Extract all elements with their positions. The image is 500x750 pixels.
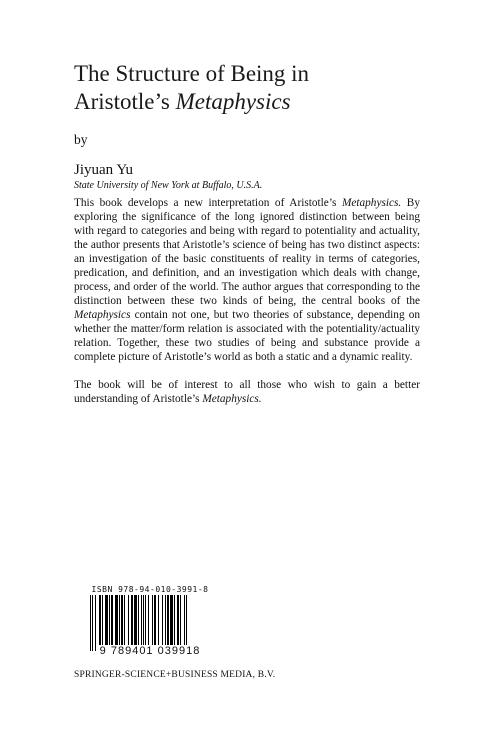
barcode-bar <box>184 595 185 651</box>
isbn-label: ISBN 978-94-010-3991-8 <box>91 585 209 594</box>
barcode-bar <box>170 595 173 651</box>
p2-text-a: The book will be of interest to all those who wish to gain a better understanding of Aristotle’s <box>74 379 420 405</box>
barcode <box>86 585 214 665</box>
title-line-2-plain: Aristotle’s <box>74 89 176 114</box>
p1-text-c: By exploring the significance of the long ignored distinction between being with regard to categories and being with regard to potentiality and actuality, the author presents that Aristotle’s science of being has two distinct aspects: an investigation of the basic constituents of reality in terms of categories, predication, and definition, and an investigation which deals with change, process, and order of the world. The author argues that corresponding to the distinction between these two kinds of being, the central books of the <box>74 197 420 307</box>
barcode-bar <box>134 595 137 651</box>
barcode-bar <box>111 595 113 651</box>
barcode-bars <box>90 595 210 651</box>
p1-text-e: contain not one, but two theories of substance, depending on whether the matter/form relation is associated with the potentiality/actuality relation. Together, these two studies of being and substance provide a complete picture of Aristotle’s world as both a static and a dynamic reality. <box>74 309 420 363</box>
barcode-bar <box>131 595 133 651</box>
barcode-bar <box>167 595 169 651</box>
barcode-number-text: 9 789401 039918 <box>99 645 201 657</box>
barcode-bar <box>99 595 101 651</box>
barcode-bar <box>145 595 146 651</box>
barcode-bar <box>115 595 118 651</box>
barcode-bar <box>174 595 175 651</box>
title-line-2 <box>74 88 454 116</box>
barcode-bar <box>152 595 153 651</box>
p1-italic-metaphysics: Metaphysics. <box>341 197 402 209</box>
barcode-bar <box>186 595 187 651</box>
barcode-bar <box>143 595 144 651</box>
barcode-bar <box>141 595 142 651</box>
description-paragraph-2 <box>74 378 420 406</box>
title-line-2-italic: Metaphysics <box>175 89 291 114</box>
p1-italic-metaphysics-2: Metaphysics <box>74 309 131 321</box>
barcode-bar <box>95 595 96 651</box>
barcode-bar <box>119 595 120 651</box>
p2-italic-metaphysics: Metaphysics. <box>202 393 262 405</box>
barcode-bar <box>165 595 166 651</box>
barcode-number <box>86 645 214 657</box>
p1-text-a: This book develops a new interpretation of Aristotle’s <box>74 197 342 209</box>
barcode-bar <box>109 595 110 651</box>
barcode-bar <box>105 595 108 651</box>
barcode-bar <box>158 595 159 651</box>
barcode-bar <box>154 595 156 651</box>
barcode-bar <box>128 595 129 651</box>
barcode-bar <box>90 595 91 651</box>
barcode-bar <box>162 595 163 651</box>
barcode-bar <box>92 595 93 651</box>
description-paragraph-1 <box>74 196 420 364</box>
author-name: Jiyuan Yu <box>74 162 134 178</box>
barcode-bar <box>138 595 139 651</box>
barcode-bar <box>121 595 123 651</box>
barcode-bar <box>124 595 125 651</box>
description <box>74 196 420 406</box>
title-line-1: The Structure of Being in <box>74 61 310 86</box>
by-label: by <box>74 132 88 147</box>
author-affiliation: State University of New York at Buffalo, U.S.A. <box>74 180 263 191</box>
book-title <box>74 60 454 116</box>
publisher: SPRINGER-SCIENCE+BUSINESS MEDIA, B.V. <box>74 670 276 680</box>
barcode-bar <box>177 595 179 651</box>
barcode-bar <box>102 595 103 651</box>
barcode-bar <box>148 595 149 651</box>
barcode-bar <box>180 595 181 651</box>
